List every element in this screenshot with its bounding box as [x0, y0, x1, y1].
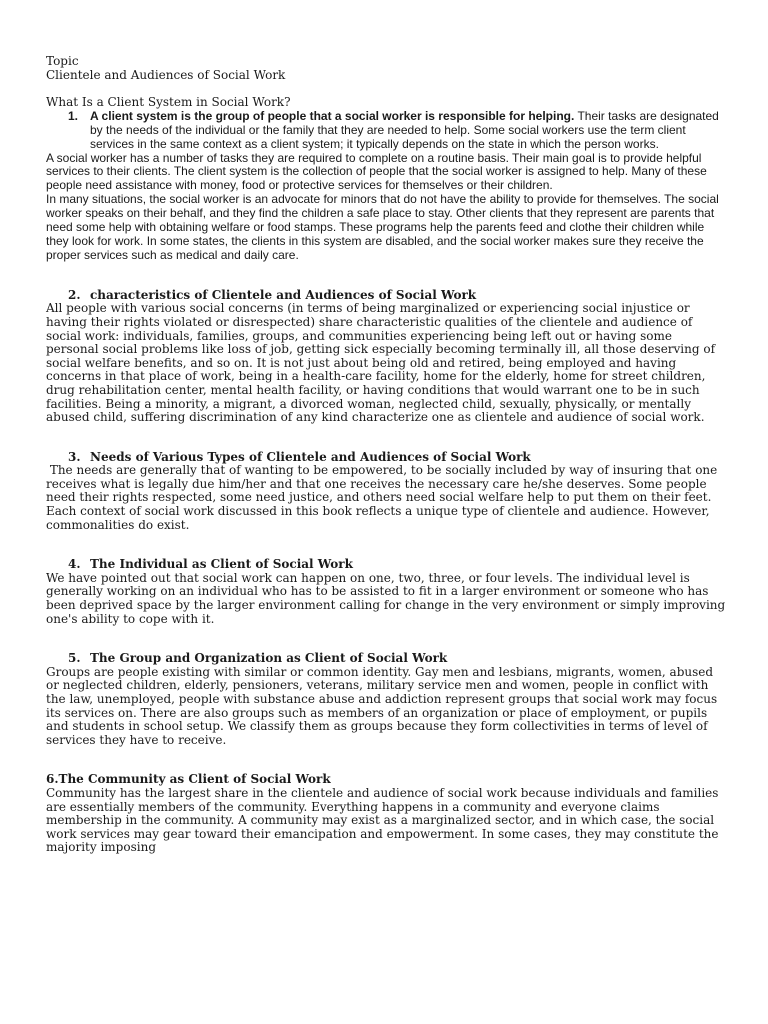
section1-item-number: 1. [68, 108, 79, 123]
section4-heading [46, 558, 726, 572]
section5-heading-text: The Group and Organization as Client of Social Work [90, 651, 448, 666]
section3-heading-text: Needs of Various Types of Clientele and Audiences of Social Work [90, 449, 531, 464]
section4-body: We have pointed out that social work can happen on one, two, three, or four levels. The individual level is generally working on an individual who has to be assisted to fit in a larger environment or someone who has been deprived space by the larger environment calling for change in the very environment or simply improving one's ability to cope with it. [46, 570, 726, 626]
section4-number: 4. [68, 557, 81, 572]
section1-question: What Is a Client System in Social Work? [46, 95, 291, 110]
section5-body: Groups are people existing with similar or common identity. Gay men and lesbians, migrants, women, abused or neglected children, elderly, pensioners, veterans, military service men and women, people in conflict with the law, unemployed, people with substance abuse and addiction represent groups that social work may focus its services on. There are also groups such as members of an organization or place of employment, or pupils and students in school setup. We classify them as groups because they form collectivities in terms of level of services they have to receive. [46, 664, 718, 747]
section1-paragraph-1: A social worker has a number of tasks they are required to complete on a routine basis. Their main goal is to provide helpful services to their clients. The client system is the collection of people that the social worker is assigned to help. Many of these people need assistance with money, food or protective services for themselves or their children. [46, 150, 707, 193]
section2-number: 2. [68, 287, 81, 302]
section6-body: Community has the largest share in the clientele and audience of social work because individuals and families are essentially members of the community. Everything happens in a community and everyone claims membership in the community. A community may exist as a marginalized sector, and in which case, the social work services may gear toward their emancipation and empowerment. In some cases, they may constitute the majority imposing [46, 785, 719, 855]
section3-number: 3. [68, 449, 81, 464]
section3-heading [46, 451, 726, 465]
section1-item-text: Their tasks are designated by the needs of the individual or the family that they are needed to help. Some social workers use the term client services in the same context as a client system; it typically depends on the state in which the person works. [90, 108, 719, 151]
topic-label: Topic [46, 54, 79, 68]
section5-number: 5. [68, 651, 81, 666]
document-title: Clientele and Audiences of Social Work [46, 67, 286, 82]
section2-heading-text: characteristics of Clientele and Audiences of Social Work [90, 287, 477, 302]
section5-heading [46, 652, 726, 666]
section3-body: The needs are generally that of wanting to be empowered, to be socially included by way of insuring that one receives what is legally due him/her and that one receives the necessary care he/she deserves. Some people need their rights respected, some need justice, and others need social welfare help to put them on their feet. Each context of social work discussed in this book reflects a unique type of clientele and audience. However, commonalities do exist. [46, 463, 722, 532]
document-content [46, 55, 726, 855]
section4-heading-text: The Individual as Client of Social Work [90, 557, 353, 572]
section2-body: All people with various social concerns (in terms of being marginalized or experiencing social injustice or having their rights violated or disrespected) share characteristic qualities of the clientele and audience of social work: individuals, families, groups, and communities experiencing being left out or having some personal social problems like loss of job, getting sick especially becoming terminally ill, all those deserving of social welfare benefits, and so on. It is not just about being old and retired, being employed and having concerns in that place of work, being in a health-care facility, home for the elderly, home for street children, drug rehabilitation center, mental health facility, or having conditions that would warrant one to be in such facilities. Being a minority, a migrant, a divorced woman, neglected child, sexually, physically, or mentally abused child, suffering discrimination of any kind characterize one as clientele and audience of social work. [46, 301, 716, 425]
section6-heading: 6.The Community as Client of Social Work [46, 772, 331, 787]
section1-paragraph-2: In many situations, the social worker is an advocate for minors that do not have the ability to provide for themselves. The social worker speaks on their behalf, and they find the children a safe place to stay. Other clients that they represent are parents that need some help with obtaining welfare or food stamps. These programs help the parents feed and clothe their children while they look for work. In some states, the clients in this system are disabled, and the social worker makes sure they receive the proper services such as medical and daily care. [46, 192, 719, 262]
section2-heading [46, 289, 726, 303]
section1-bold-lead: A client system is the group of people that a social worker is responsible for helping. [90, 108, 575, 123]
section1-list-item [46, 110, 726, 152]
